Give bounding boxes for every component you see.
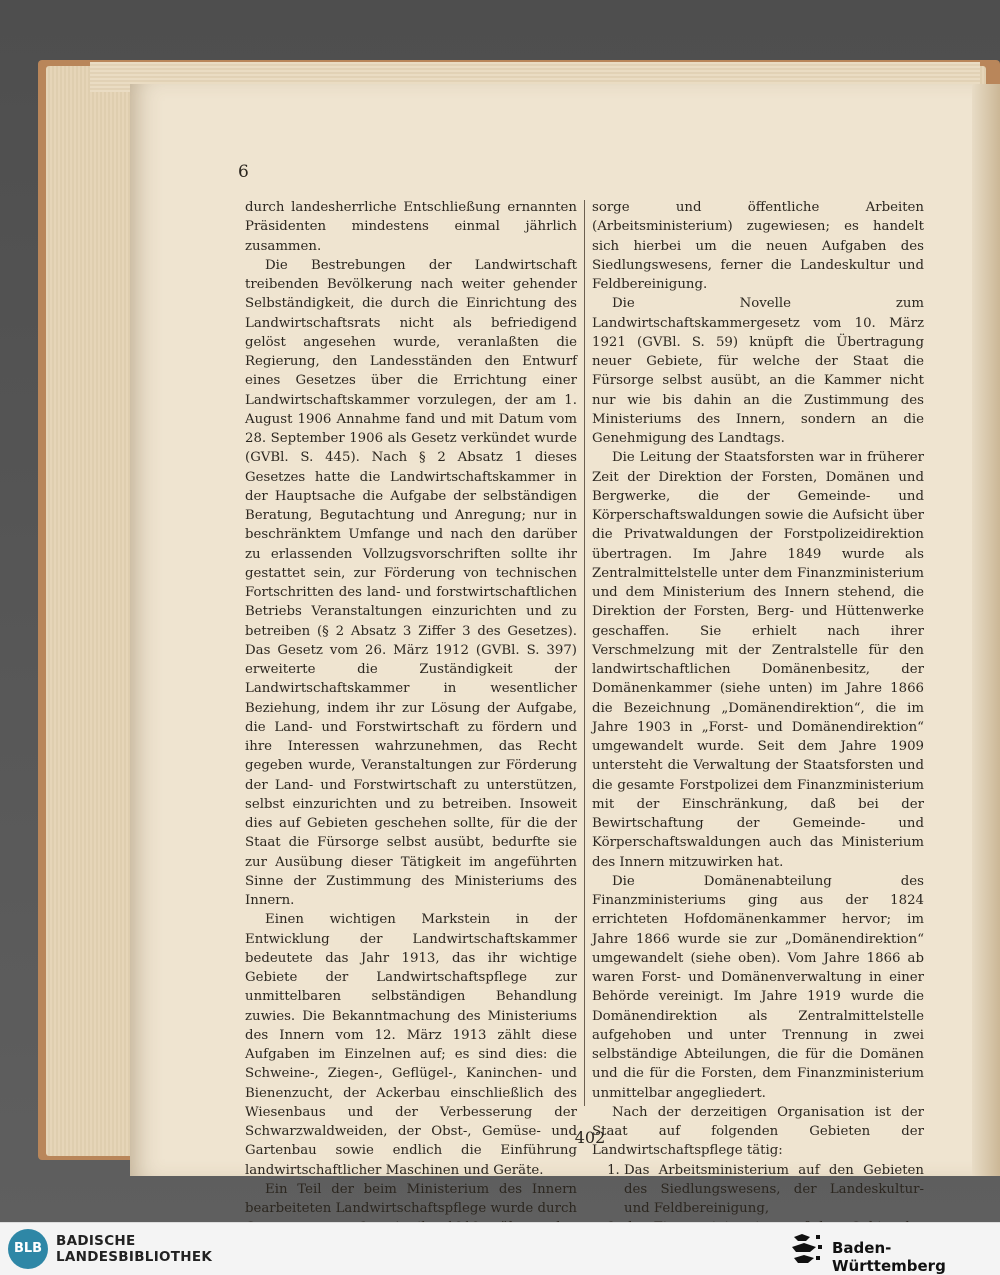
numbered-list	[592, 1161, 924, 1223]
column-divider	[584, 200, 585, 1106]
page-right-edge	[972, 84, 1000, 1176]
paragraph: Die Leitung der Staatsforsten war in früherer Zeit der Direktion der Forsten, Domänen und Bergwerke, die der Gemeinde- und Körperschaftswaldungen sowie die Aufsicht über die Privatwaldungen der Forstpolizeidirektion übertragen. Im Jahre 1849 wurde als Zentralmittelstelle unter dem Finanzministerium und dem Ministerium des Innern stehend, die Direktion der Forsten, Berg- und Hüttenwerke geschaffen. Sie erhielt nach ihrer Verschmelzung mit der Zentralstelle für den landwirtschaftlichen Domänenbesitz, der Domänenkammer (siehe unten) im Jahre 1866 die Bezeichnung „Domänendirektion“, die im Jahre 1903 in „Forst- und Domänendirektion“ umgewandelt wurde. Seit dem Jahre 1909 untersteht die Verwaltung der Staatsforsten und die gesamte Forstpolizei dem Finanzministerium mit der Einschränkung, daß bei der Bewirtschaftung der Gemeinde- und Körperschaftswaldungen auch das Ministerium des Innern mitzuwirken hat.	[592, 450, 924, 870]
footer-bar	[0, 1222, 1000, 1275]
paragraph: Nach der derzeitigen Organisation ist der Staat auf folgenden Gebieten der Landwirtschaftspflege tätig:	[592, 1104, 924, 1159]
left-column	[245, 198, 577, 1222]
paragraph: Einen wichtigen Markstein in der Entwicklung der Landwirtschaftskammer bedeutete das Jahr 1913, das ihr wichtige Gebiete der Landwirtschaftspflege zur unmittelbaren selbständigen Behandlung zuwies. Die Bekanntmachung des Ministeriums des Innern vom 12. März 1913 zählt diese Aufgaben im Einzelnen auf; es sind dies: die Schweine-, Ziegen-, Geflügel-, Kaninchen- und Bienenzucht, der Ackerbau einschließlich des Wiesenbaus und der Verbesserung der Schwarzwaldweiden, der Obst-, Gemüse- und Gartenbau sowie endlich die Einführung landwirtschaftlicher Maschinen und Geräte.	[245, 912, 577, 1178]
state-name[interactable]: Baden-Württemberg	[832, 1239, 946, 1275]
paragraph: Ein Teil der beim Ministerium des Innern bearbeiteten Landwirtschaftspflege wurde durch	[245, 1181, 577, 1216]
page-number: 402	[574, 1128, 606, 1147]
library-name[interactable]	[56, 1233, 212, 1265]
paragraph: sorge und öffentliche Arbeiten (Arbeitsministerium) zugewiesen; es handelt sich hierbei um die neuen Aufgaben des Siedlungswesens, ferner die Landeskultur und Feldbereinigung.	[592, 200, 924, 292]
blb-logo[interactable]: BLB	[8, 1229, 48, 1269]
baden-wuerttemberg-lions-icon	[790, 1231, 824, 1267]
right-column	[592, 198, 924, 1222]
paragraph: Die Domänenabteilung des Finanzministeriums ging aus der 1824 errichteten Hofdomänenkammer hervor; im Jahre 1866 wurde sie zur „Domänendirektion“ umgewandelt (siehe oben). Vom Jahre 1866 ab waren Forst- und Domänenverwaltung in einer Behörde vereinigt. Im Jahre 1919 wurde die Domänendirektion als Zentralmittelstelle aufgehoben und unter Trennung in zwei selbständige Abteilungen, die für die Domänen und die für die Forsten, dem Finanzministerium unmittelbar angegliedert.	[592, 873, 924, 1101]
list-item: 1. Das Arbeitsministerium auf den Gebieten des Siedlungswesens, der Landeskultur- und Feldbereinigung,	[624, 1161, 924, 1219]
paragraph: durch landesherrliche Entschließung ernannten Präsidenten mindestens einmal jährlich zusammen.	[245, 200, 577, 254]
paragraph: Die Novelle zum Landwirtschaftskammergesetz vom 10. März 1921 (GVBl. S. 59) knüpft die Übertragung neuer Gebiete, für welche der Staat die Fürsorge selbst ausübt, an die Kammer nicht nur wie bis dahin an die Zustimmung des Ministeriums des Innern, sondern an die Genehmigung des Landtags.	[592, 296, 924, 446]
library-name-line1: BADISCHE	[56, 1233, 136, 1249]
paragraph: Die Bestrebungen der Landwirtschaft treibenden Bevölkerung nach weiter gehender Selbständigkeit, die durch die Einrichtung des Landwirtschaftsrats nicht als befriedigend gelöst angesehen wurde, veranlaßten die Regierung, den Landesständen den Entwurf eines Gesetzes über die Errichtung einer Landwirtschaftskammer vorzulegen, der am 1. August 1906 Annahme fand und mit Datum vom 28. September 1906 als Gesetz verkündet wurde (GVBl. S. 445). Nach § 2 Absatz 1 dieses Gesetzes hatte die Landwirtschaftskammer in der Hauptsache die Aufgabe der selbständigen Beratung, Begutachtung und Anregung; nur in beschränktem Umfange und nach den darüber zu erlassenden Vollzugsvorschriften sollte ihr gestattet sein, zur Förderung von technischen Fortschritten des land- und forstwirtschaftlichen Betriebs Veranstaltungen einzurichten und zu betreiben (§ 2 Absatz 3 Ziffer 3 des Gesetzes). Das Gesetz vom 26. März 1912 (GVBl. S. 397) erweiterte die Zuständigkeit der Landwirtschaftskammer in wesentlicher Beziehung, indem ihr zur Lösung der Aufgabe, die Land- und Forstwirtschaft zu fördern und ihre Interessen wahrzunehmen, das Recht gegeben wurde, Veranstaltungen zur Förderung der Land- und Forstwirtschaft zu unterstützen, selbst einzurichten und zu betreiben. Insoweit dies auf Gebieten geschehen sollte, für die der Staat die Fürsorge selbst ausübt, bedurfte sie zur Ausübung dieser Tätigkeit im angeführten Sinne der Zustimmung des Ministeriums des Innern.	[245, 257, 577, 908]
library-name-line2: LANDESBIBLIOTHEK	[56, 1249, 213, 1265]
folio-number: 6	[238, 162, 249, 182]
